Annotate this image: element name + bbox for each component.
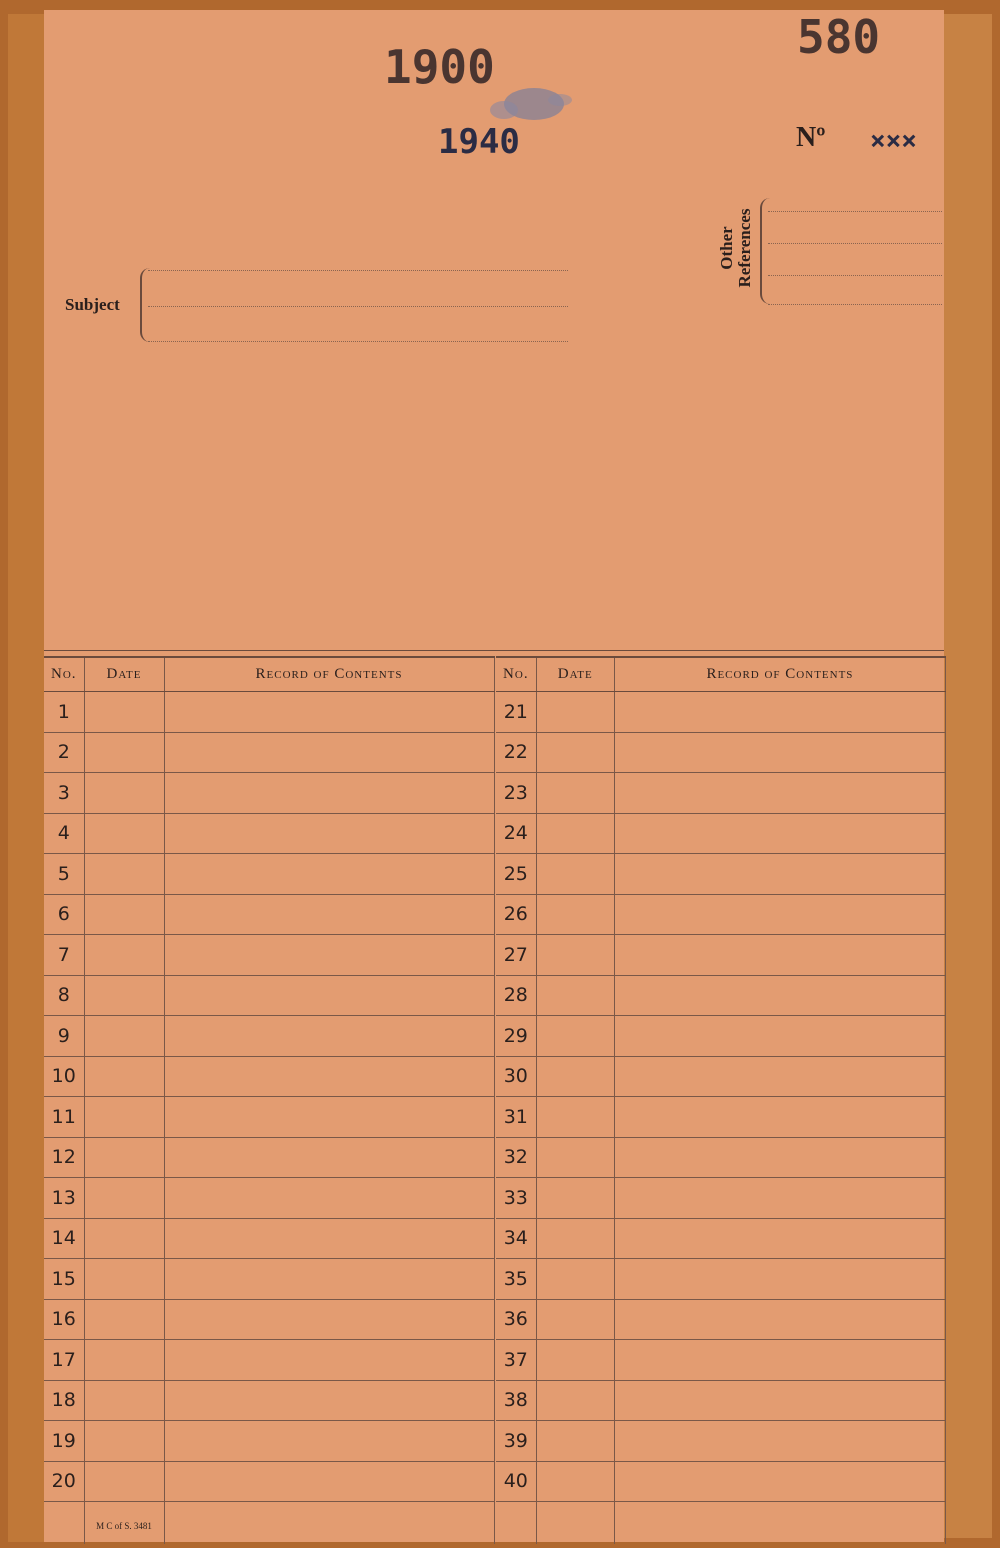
row-number: 27 [496, 935, 536, 976]
record-cell[interactable] [614, 1421, 945, 1462]
record-cell[interactable] [614, 1461, 945, 1502]
record-cell[interactable] [614, 975, 945, 1016]
register-row [44, 1097, 494, 1138]
date-cell[interactable] [84, 1421, 164, 1462]
row-number: 30 [496, 1056, 536, 1097]
register-header-row [44, 657, 494, 692]
date-cell[interactable] [536, 773, 614, 814]
register-row [44, 813, 494, 854]
register-row [496, 813, 946, 854]
row-number: 9 [44, 1016, 84, 1057]
file-number-stamp: 580 [797, 10, 881, 64]
register-row [496, 1137, 946, 1178]
footer-cell [496, 1502, 536, 1545]
register-row [44, 1178, 494, 1219]
register-row [496, 1380, 946, 1421]
register-row [496, 1340, 946, 1381]
record-cell[interactable] [164, 854, 494, 895]
record-cell[interactable] [614, 1178, 945, 1219]
register-footer-row [496, 1502, 946, 1545]
register-row [496, 1056, 946, 1097]
date-cell[interactable] [536, 1097, 614, 1138]
date-cell[interactable] [84, 773, 164, 814]
row-number: 34 [496, 1218, 536, 1259]
register-row [496, 1016, 946, 1057]
footer-cell [536, 1502, 614, 1545]
reference-line [768, 304, 942, 305]
register-row [44, 1421, 494, 1462]
date-cell[interactable] [536, 1016, 614, 1057]
register-row [496, 692, 946, 733]
form-print-code: M C of S. 3481 [96, 1521, 152, 1531]
register-row [496, 1259, 946, 1300]
register-table-right [496, 656, 946, 1544]
row-number: 17 [44, 1340, 84, 1381]
date-cell[interactable] [84, 935, 164, 976]
register-row [44, 935, 494, 976]
date-cell[interactable] [84, 1259, 164, 1300]
row-number: 3 [44, 773, 84, 814]
record-cell[interactable] [614, 854, 945, 895]
record-cell[interactable] [164, 1178, 494, 1219]
row-number: 19 [44, 1421, 84, 1462]
reference-line [768, 243, 942, 244]
register-row [496, 1097, 946, 1138]
row-number: 35 [496, 1259, 536, 1300]
left-binding-strip [8, 14, 44, 1542]
date-cell[interactable] [536, 1137, 614, 1178]
year-stamp: 1900 [384, 40, 495, 94]
row-number: 31 [496, 1097, 536, 1138]
row-number: 25 [496, 854, 536, 895]
register-row [44, 1380, 494, 1421]
register-row [496, 854, 946, 895]
register-row [44, 975, 494, 1016]
row-number: 37 [496, 1340, 536, 1381]
record-cell[interactable] [164, 1259, 494, 1300]
reference-line [768, 275, 942, 276]
register-row [496, 894, 946, 935]
row-number: 15 [44, 1259, 84, 1300]
record-cell[interactable] [614, 1097, 945, 1138]
date-cell[interactable] [84, 1178, 164, 1219]
date-cell[interactable] [84, 975, 164, 1016]
date-cell[interactable] [84, 813, 164, 854]
row-number: 7 [44, 935, 84, 976]
register-row [44, 854, 494, 895]
record-cell[interactable] [614, 1137, 945, 1178]
register-row [44, 1016, 494, 1057]
record-cell[interactable] [164, 975, 494, 1016]
date-cell[interactable] [84, 1299, 164, 1340]
date-cell[interactable] [536, 1340, 614, 1381]
record-cell[interactable] [164, 1299, 494, 1340]
record-cell[interactable] [164, 894, 494, 935]
register-row [44, 1056, 494, 1097]
record-cell[interactable] [164, 1461, 494, 1502]
date-cell[interactable] [84, 1380, 164, 1421]
row-number: 33 [496, 1178, 536, 1219]
row-number: 28 [496, 975, 536, 1016]
subject-line [148, 341, 568, 342]
register-row [496, 1421, 946, 1462]
register-footer-row [44, 1502, 494, 1545]
date-cell[interactable] [536, 1056, 614, 1097]
row-number: 22 [496, 732, 536, 773]
number-value-struck: ××× [870, 126, 917, 156]
date-cell[interactable] [84, 1218, 164, 1259]
date-cell[interactable] [536, 1461, 614, 1502]
date-cell[interactable] [536, 935, 614, 976]
register-row [44, 1340, 494, 1381]
row-number: 12 [44, 1137, 84, 1178]
date-cell[interactable] [536, 732, 614, 773]
record-cell[interactable] [614, 692, 945, 733]
row-number: 14 [44, 1218, 84, 1259]
record-cell[interactable] [614, 935, 945, 976]
row-number: 18 [44, 1380, 84, 1421]
record-cell[interactable] [164, 692, 494, 733]
date-cell[interactable] [84, 1056, 164, 1097]
row-number: 21 [496, 692, 536, 733]
column-header-record: Record of Contents [614, 657, 945, 692]
date-cell[interactable] [536, 975, 614, 1016]
record-cell[interactable] [614, 1259, 945, 1300]
date-cell[interactable] [84, 732, 164, 773]
column-header-no: No. [496, 657, 536, 692]
register-row [496, 935, 946, 976]
other-references-label [718, 196, 754, 300]
column-header-date: Date [536, 657, 614, 692]
date-cell[interactable] [84, 1461, 164, 1502]
row-number: 39 [496, 1421, 536, 1462]
column-header-no: No. [44, 657, 84, 692]
date-cell[interactable] [84, 1340, 164, 1381]
footer-cell [84, 1502, 164, 1545]
ink-blot [484, 84, 576, 126]
record-cell[interactable] [614, 1380, 945, 1421]
row-number: 24 [496, 813, 536, 854]
record-cell[interactable] [164, 1380, 494, 1421]
date-cell[interactable] [536, 854, 614, 895]
record-cell[interactable] [164, 1421, 494, 1462]
subject-label: Subject [65, 295, 120, 314]
register-row [44, 1461, 494, 1502]
register-row [44, 1299, 494, 1340]
register-row [496, 773, 946, 814]
register-row [44, 1259, 494, 1300]
date-cell[interactable] [536, 1218, 614, 1259]
date-cell[interactable] [84, 894, 164, 935]
contents-register [44, 648, 944, 1542]
register-row [44, 732, 494, 773]
row-number: 26 [496, 894, 536, 935]
register-row [44, 1218, 494, 1259]
date-cell[interactable] [84, 692, 164, 733]
date-cell[interactable] [84, 1016, 164, 1057]
record-cell[interactable] [614, 773, 945, 814]
record-cell[interactable] [614, 1299, 945, 1340]
date-cell[interactable] [84, 1137, 164, 1178]
register-row [496, 1178, 946, 1219]
date-cell[interactable] [536, 1299, 614, 1340]
other-references-line1: Other [717, 226, 736, 270]
row-number: 20 [44, 1461, 84, 1502]
record-cell[interactable] [614, 1056, 945, 1097]
record-cell[interactable] [164, 1137, 494, 1178]
register-row [496, 1461, 946, 1502]
row-number: 36 [496, 1299, 536, 1340]
row-number: 10 [44, 1056, 84, 1097]
register-row [44, 894, 494, 935]
record-cell[interactable] [164, 1016, 494, 1057]
register-row [496, 1218, 946, 1259]
record-cell[interactable] [614, 1016, 945, 1057]
record-cell[interactable] [614, 1340, 945, 1381]
register-row [496, 732, 946, 773]
record-cell[interactable] [164, 1340, 494, 1381]
row-number: 29 [496, 1016, 536, 1057]
row-number: 6 [44, 894, 84, 935]
register-header-row [496, 657, 946, 692]
date-cell[interactable] [536, 813, 614, 854]
footer-cell [164, 1502, 494, 1545]
record-cell[interactable] [164, 1218, 494, 1259]
date-cell[interactable] [536, 1421, 614, 1462]
record-cell[interactable] [164, 732, 494, 773]
other-references-brace [760, 198, 770, 304]
row-number: 38 [496, 1380, 536, 1421]
register-row [496, 1299, 946, 1340]
row-number: 5 [44, 854, 84, 895]
row-number: 2 [44, 732, 84, 773]
record-cell[interactable] [164, 1056, 494, 1097]
record-cell[interactable] [614, 732, 945, 773]
subject-line [148, 306, 568, 307]
row-number: 1 [44, 692, 84, 733]
number-label: Nº [796, 122, 826, 153]
row-number: 8 [44, 975, 84, 1016]
register-row [496, 975, 946, 1016]
date-cell[interactable] [536, 1259, 614, 1300]
register-row [44, 773, 494, 814]
row-number: 4 [44, 813, 84, 854]
row-number: 23 [496, 773, 536, 814]
record-cell[interactable] [164, 935, 494, 976]
register-top-rule [44, 650, 944, 651]
register-table-left [44, 656, 495, 1544]
date-cell[interactable] [84, 1097, 164, 1138]
row-number: 40 [496, 1461, 536, 1502]
footer-cell [614, 1502, 945, 1545]
other-references-line2: References [735, 208, 754, 288]
subject-brace [140, 268, 150, 342]
record-cell[interactable] [164, 813, 494, 854]
row-number: 16 [44, 1299, 84, 1340]
record-cell[interactable] [164, 1097, 494, 1138]
date-cell[interactable] [536, 894, 614, 935]
date-cell[interactable] [536, 1178, 614, 1219]
date-cell[interactable] [84, 854, 164, 895]
right-binding-strip [944, 14, 992, 1538]
date-cell[interactable] [536, 1380, 614, 1421]
row-number: 11 [44, 1097, 84, 1138]
register-row [44, 1137, 494, 1178]
reference-line [768, 211, 942, 212]
year-overstamp: 1940 [438, 122, 520, 162]
record-cell[interactable] [614, 1218, 945, 1259]
row-number: 13 [44, 1178, 84, 1219]
record-cell[interactable] [164, 773, 494, 814]
footer-cell [44, 1502, 84, 1545]
subject-line [148, 270, 568, 271]
date-cell[interactable] [536, 692, 614, 733]
column-header-record: Record of Contents [164, 657, 494, 692]
record-cell[interactable] [614, 894, 945, 935]
column-header-date: Date [84, 657, 164, 692]
row-number: 32 [496, 1137, 536, 1178]
register-row [44, 692, 494, 733]
record-cell[interactable] [614, 813, 945, 854]
